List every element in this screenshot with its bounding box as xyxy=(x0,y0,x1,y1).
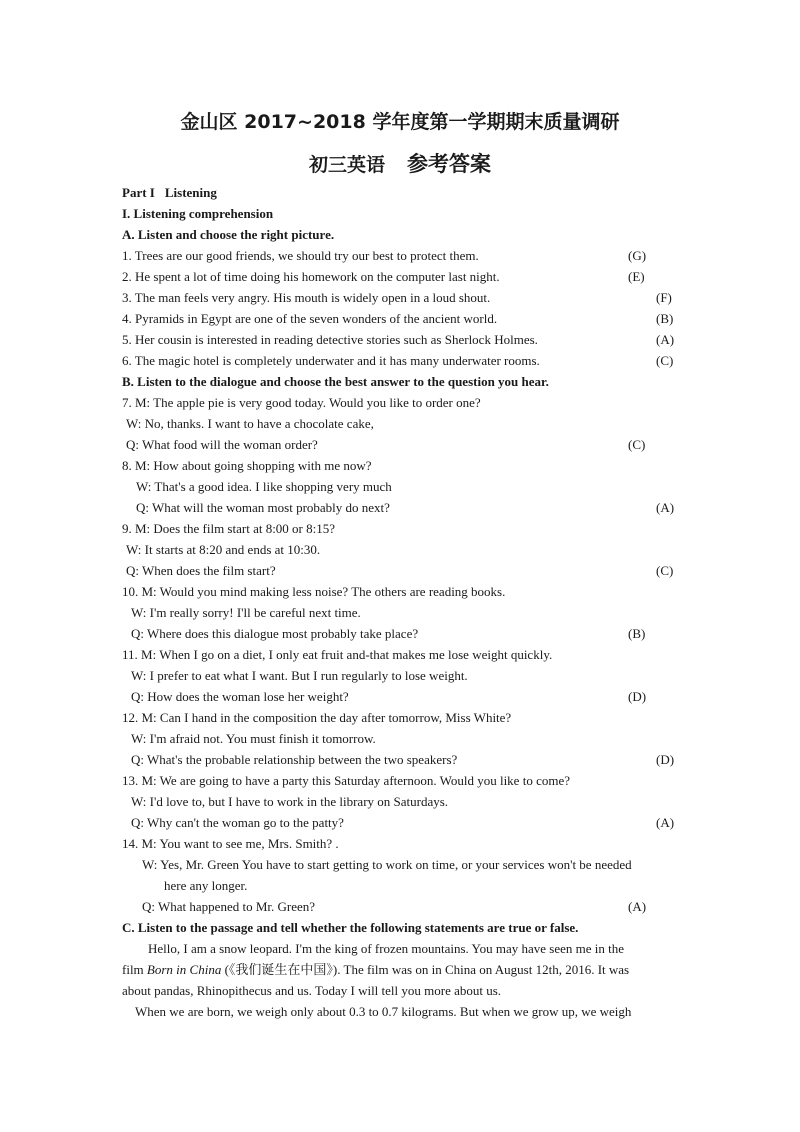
passage-line: about pandas, Rhinopithecus and us. Today I will tell you more about us. xyxy=(122,983,502,998)
dialogue-woman-line: W: I prefer to eat what I want. But I run regularly to lose weight. xyxy=(131,668,468,683)
dialogue-man-line: 12. M: Can I hand in the composition the day after tomorrow, Miss White? xyxy=(122,710,512,725)
dialogue-question: Q: What's the probable relationship between the two speakers? (D) xyxy=(122,749,682,770)
dialogue-man-line: 9. M: Does the film start at 8:00 or 8:15? xyxy=(122,521,336,536)
answer-label: (C) xyxy=(656,563,674,578)
answer-label: (A) xyxy=(656,815,675,830)
answer-label: (D) xyxy=(628,689,647,704)
dialogue-man-line: 7. M: The apple pie is very good today. Would you like to order one? xyxy=(122,395,481,410)
passage-line: When we are born, we weigh only about 0.3 to 0.7 kilograms. But when we grow up, we weigh xyxy=(135,1004,632,1019)
section-c-heading: C. Listen to the passage and tell whether the following statements are true or false. xyxy=(122,920,579,935)
section-heading: I. Listening comprehension xyxy=(122,206,274,221)
subtitle-answer-key: 参考答案 xyxy=(407,152,491,176)
dialogue-woman-line-continued: here any longer. xyxy=(164,878,248,893)
answer-label: (B) xyxy=(628,626,646,641)
dialogue-man-line: 11. M: When I go on a diet, I only eat fruit and-that makes me lose weight quickly. xyxy=(122,647,553,662)
dialogue-man-line: 13. M: We are going to have a party this Saturday afternoon. Would you like to come? xyxy=(122,773,570,788)
dialogue-question: Q: Why can't the woman go to the patty? (A) xyxy=(122,812,682,833)
dialogue-woman-line: W: It starts at 8:20 and ends at 10:30. xyxy=(126,542,321,557)
answer-label: (D) xyxy=(656,752,675,767)
dialogue-woman-line: W: That's a good idea. I like shopping very much xyxy=(136,479,392,494)
dialogue-question: Q: What will the woman most probably do next? (A) xyxy=(122,497,682,518)
answer-label: (E) xyxy=(628,269,645,284)
answer-label: (A) xyxy=(628,899,647,914)
dialogue-woman-line: W: I'm really sorry! I'll be careful next time. xyxy=(131,605,361,620)
dialogue-woman-line: W: I'm afraid not. You must finish it tomorrow. xyxy=(131,731,376,746)
answer-label: (A) xyxy=(656,332,675,347)
document-body xyxy=(122,182,682,1022)
answer-label: (C) xyxy=(656,353,674,368)
dialogue-woman-line: W: I'd love to, but I have to work in the library on Saturdays. xyxy=(131,794,449,809)
document-title: 金山区 2017~2018 学年度第一学期期末质量调研 xyxy=(180,111,620,133)
answer-label: (C) xyxy=(628,437,646,452)
passage-line: Hello, I am a snow leopard. I'm the king of frozen mountains. You may have seen me in the xyxy=(148,941,625,956)
dialogue-question: Q: How does the woman lose her weight? (D) xyxy=(122,686,682,707)
answer-label: (F) xyxy=(656,290,672,305)
subtitle-subject: 初三英语 xyxy=(308,154,385,176)
dialogue-man-line: 14. M: You want to see me, Mrs. Smith? . xyxy=(122,836,339,851)
question-item: 2. He spent a lot of time doing his homework on the computer last night. (E) xyxy=(122,266,682,287)
part-heading: Part I Listening xyxy=(122,185,217,200)
question-item: 1. Trees are our good friends, we should try our best to protect them. (G) xyxy=(122,245,682,266)
question-item: 5. Her cousin is interested in reading detective stories such as Sherlock Holmes. (A) xyxy=(122,329,682,350)
dialogue-woman-line: W: No, thanks. I want to have a chocolate cake, xyxy=(126,416,374,431)
dialogue-woman-line: W: Yes, Mr. Green You have to start getting to work on time, or your services won't be needed xyxy=(142,857,632,872)
dialogue-man-line: 10. M: Would you mind making less noise? The others are reading books. xyxy=(122,584,506,599)
dialogue-question: Q: Where does this dialogue most probably take place? (B) xyxy=(122,623,682,644)
document-subtitle xyxy=(0,148,800,178)
section-b-heading: B. Listen to the dialogue and choose the best answer to the question you hear. xyxy=(122,374,549,389)
dialogue-question: Q: When does the film start? (C) xyxy=(122,560,682,581)
answer-label: (G) xyxy=(628,248,647,263)
answer-label: (B) xyxy=(656,311,674,326)
film-title: Born in China xyxy=(146,962,222,977)
dialogue-question: Q: What food will the woman order? (C) xyxy=(122,434,682,455)
question-item: 6. The magic hotel is completely underwater and it has many underwater rooms. (C) xyxy=(122,350,682,371)
question-item: 3. The man feels very angry. His mouth is widely open in a loud shout. (F) xyxy=(122,287,682,308)
passage-line: film Born in China (《我们诞生在中国》). The film was on in China on August 12th, 2016. It was xyxy=(122,962,630,977)
answer-label: (A) xyxy=(656,500,675,515)
dialogue-man-line: 8. M: How about going shopping with me now? xyxy=(122,458,372,473)
dialogue-question: Q: What happened to Mr. Green? (A) xyxy=(122,896,682,917)
section-a-heading: A. Listen and choose the right picture. xyxy=(122,227,335,242)
question-item: 4. Pyramids in Egypt are one of the seven wonders of the ancient world. (B) xyxy=(122,308,682,329)
